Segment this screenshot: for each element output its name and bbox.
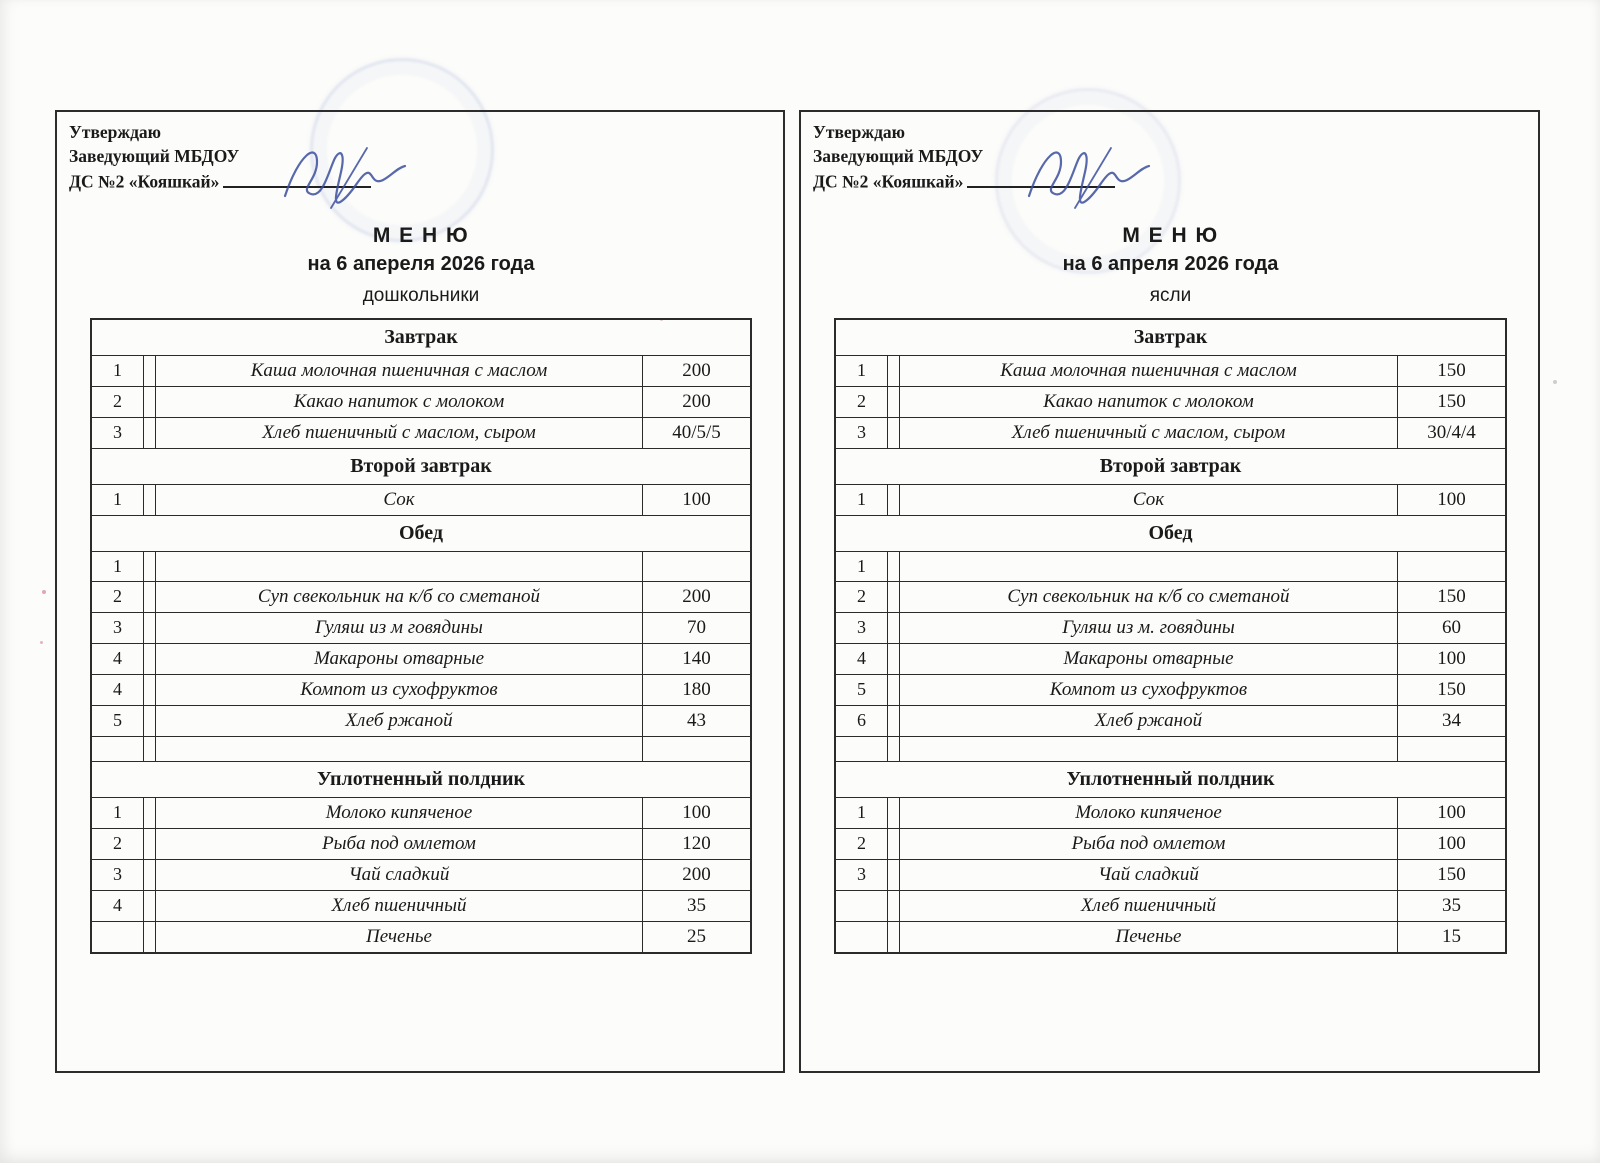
menu-item-row bbox=[92, 891, 750, 922]
row-gap bbox=[144, 644, 156, 674]
menu-item-row bbox=[836, 356, 1505, 387]
row-gap bbox=[888, 644, 900, 674]
menu-section-row: Завтрак bbox=[92, 320, 750, 356]
row-num: 2 bbox=[92, 829, 144, 859]
row-num: 1 bbox=[836, 552, 888, 581]
row-dish: Гуляш из м говядины bbox=[156, 613, 643, 643]
row-amount: 200 bbox=[682, 359, 711, 381]
row-amount: 150 bbox=[1437, 863, 1466, 885]
row-num: 3 bbox=[836, 613, 888, 643]
menu-item-row bbox=[836, 860, 1505, 891]
menu-item-row bbox=[836, 582, 1505, 613]
row-amount: 150 bbox=[1437, 678, 1466, 700]
menu-item-row bbox=[92, 582, 750, 613]
row-gap bbox=[144, 418, 156, 448]
menu-item-row bbox=[836, 706, 1505, 737]
row-amount: 100 bbox=[1437, 801, 1466, 823]
row-dish: Чай сладкий bbox=[900, 860, 1398, 890]
signature-line bbox=[223, 168, 371, 188]
row-amount: 180 bbox=[682, 678, 711, 700]
menu-item-row bbox=[836, 387, 1505, 418]
menu-title: М Е Н Ю bbox=[372, 223, 470, 247]
row-amount: 200 bbox=[682, 863, 711, 885]
row-num: 5 bbox=[92, 706, 144, 736]
row-num: 4 bbox=[836, 644, 888, 674]
menu-item-row bbox=[836, 737, 1505, 762]
row-num bbox=[836, 737, 888, 761]
approval-block bbox=[813, 120, 1528, 194]
menu-section-row: Уплотненный полдник bbox=[92, 762, 750, 798]
menu-item-row bbox=[92, 613, 750, 644]
row-dish bbox=[156, 552, 643, 581]
row-amount: 150 bbox=[1437, 585, 1466, 607]
menu-item-row bbox=[836, 798, 1505, 829]
row-dish: Чай сладкий bbox=[156, 860, 643, 890]
menu-group: ясли bbox=[1149, 284, 1192, 306]
row-amount: 100 bbox=[1437, 647, 1466, 669]
row-amount: 43 bbox=[687, 709, 706, 731]
row-gap bbox=[888, 418, 900, 448]
row-dish: Гуляш из м. говядины bbox=[900, 613, 1398, 643]
row-dish: Молоко кипяченое bbox=[156, 798, 643, 828]
menu-item-row bbox=[836, 485, 1505, 516]
row-gap bbox=[888, 387, 900, 417]
row-num: 1 bbox=[92, 552, 144, 581]
menu-page-nursery bbox=[799, 110, 1540, 1073]
row-num: 2 bbox=[92, 582, 144, 612]
row-num bbox=[92, 737, 144, 761]
row-dish bbox=[156, 737, 643, 761]
menu-section-row: Завтрак bbox=[836, 320, 1505, 356]
row-dish: Рыба под омлетом bbox=[900, 829, 1398, 859]
menu-item-row bbox=[92, 356, 750, 387]
menu-item-row bbox=[92, 387, 750, 418]
menu-item-row bbox=[92, 829, 750, 860]
row-amount: 35 bbox=[687, 894, 706, 916]
row-amount: 200 bbox=[682, 390, 711, 412]
row-gap bbox=[144, 582, 156, 612]
row-gap bbox=[888, 922, 900, 952]
row-num: 1 bbox=[92, 485, 144, 515]
menu-section-row: Обед bbox=[92, 516, 750, 552]
row-num: 4 bbox=[92, 675, 144, 705]
row-gap bbox=[144, 891, 156, 921]
row-dish: Рыба под омлетом bbox=[156, 829, 643, 859]
row-num: 1 bbox=[836, 485, 888, 515]
row-amount bbox=[1398, 552, 1505, 581]
row-dish: Компот из сухофруктов bbox=[156, 675, 643, 705]
row-gap bbox=[144, 737, 156, 761]
menu-item-row bbox=[92, 485, 750, 516]
row-gap bbox=[888, 798, 900, 828]
row-amount: 150 bbox=[1437, 359, 1466, 381]
row-amount bbox=[643, 552, 750, 581]
row-amount: 140 bbox=[682, 647, 711, 669]
row-gap bbox=[144, 387, 156, 417]
menu-page-preschool bbox=[55, 110, 785, 1073]
row-amount: 15 bbox=[1442, 925, 1461, 947]
row-dish: Компот из сухофруктов bbox=[900, 675, 1398, 705]
row-num: 6 bbox=[836, 706, 888, 736]
row-dish: Молоко кипяченое bbox=[900, 798, 1398, 828]
approval-line: Заведующий МБДОУ bbox=[69, 146, 240, 166]
row-gap bbox=[144, 798, 156, 828]
menu-item-row bbox=[92, 644, 750, 675]
row-gap bbox=[888, 356, 900, 386]
menu-item-row bbox=[836, 644, 1505, 675]
row-gap bbox=[888, 829, 900, 859]
row-amount: 30/4/4 bbox=[1427, 421, 1476, 443]
row-dish: Каша молочная пшеничная с маслом bbox=[156, 356, 643, 386]
row-gap bbox=[144, 922, 156, 952]
row-amount: 100 bbox=[682, 801, 711, 823]
menu-item-row bbox=[836, 829, 1505, 860]
menu-item-row bbox=[92, 798, 750, 829]
row-amount: 60 bbox=[1442, 616, 1461, 638]
row-amount: 40/5/5 bbox=[672, 421, 721, 443]
row-dish: Печенье bbox=[900, 922, 1398, 952]
row-gap bbox=[888, 675, 900, 705]
row-gap bbox=[144, 675, 156, 705]
org-name: ДС №2 «Кояшкай» bbox=[813, 171, 964, 192]
row-dish: Хлеб пшеничный с маслом, сыром bbox=[900, 418, 1398, 448]
row-num: 2 bbox=[836, 387, 888, 417]
menu-item-row bbox=[92, 552, 750, 582]
row-num: 2 bbox=[92, 387, 144, 417]
row-gap bbox=[144, 485, 156, 515]
row-gap bbox=[144, 552, 156, 581]
menu-section-row: Второй завтрак bbox=[836, 449, 1505, 485]
row-amount bbox=[1398, 737, 1505, 761]
row-dish: Печенье bbox=[156, 922, 643, 952]
menu-item-row bbox=[836, 613, 1505, 644]
menu-table-preschool bbox=[90, 318, 752, 954]
approval-block bbox=[69, 120, 773, 194]
org-name: ДС №2 «Кояшкай» bbox=[69, 171, 220, 192]
row-dish: Хлеб ржаной bbox=[156, 706, 643, 736]
row-dish bbox=[900, 552, 1398, 581]
row-gap bbox=[888, 706, 900, 736]
row-num: 3 bbox=[92, 860, 144, 890]
row-gap bbox=[144, 706, 156, 736]
row-num: 2 bbox=[836, 582, 888, 612]
row-amount: 35 bbox=[1442, 894, 1461, 916]
row-amount bbox=[643, 737, 750, 761]
row-gap bbox=[888, 737, 900, 761]
row-num: 3 bbox=[92, 418, 144, 448]
row-num: 3 bbox=[836, 860, 888, 890]
row-dish bbox=[900, 737, 1398, 761]
row-num: 5 bbox=[836, 675, 888, 705]
approval-line: Утверждаю bbox=[813, 122, 906, 142]
menu-title: М Е Н Ю bbox=[1122, 223, 1219, 247]
row-dish: Какао напиток с молоком bbox=[900, 387, 1398, 417]
menu-section-row: Обед bbox=[836, 516, 1505, 552]
row-gap bbox=[888, 582, 900, 612]
row-dish: Сок bbox=[900, 485, 1398, 515]
row-num: 1 bbox=[92, 356, 144, 386]
menu-item-row bbox=[836, 552, 1505, 582]
row-gap bbox=[144, 613, 156, 643]
row-num: 4 bbox=[92, 644, 144, 674]
menu-item-row bbox=[92, 922, 750, 952]
row-amount: 100 bbox=[682, 488, 711, 510]
approval-line bbox=[69, 168, 773, 194]
row-dish: Какао напиток с молоком bbox=[156, 387, 643, 417]
menu-item-row bbox=[92, 675, 750, 706]
menu-item-row bbox=[92, 418, 750, 449]
row-amount: 200 bbox=[682, 585, 711, 607]
row-num: 2 bbox=[836, 829, 888, 859]
row-amount: 34 bbox=[1442, 709, 1461, 731]
row-gap bbox=[888, 860, 900, 890]
row-dish: Макароны отварные bbox=[156, 644, 643, 674]
row-num: 3 bbox=[92, 613, 144, 643]
row-num: 1 bbox=[836, 356, 888, 386]
menu-item-row bbox=[92, 737, 750, 762]
menu-item-row bbox=[92, 860, 750, 891]
row-amount: 100 bbox=[1437, 832, 1466, 854]
row-num bbox=[92, 922, 144, 952]
row-dish: Хлеб пшеничный с маслом, сыром bbox=[156, 418, 643, 448]
menu-item-row bbox=[836, 922, 1505, 952]
row-amount: 100 bbox=[1437, 488, 1466, 510]
row-gap bbox=[888, 485, 900, 515]
row-gap bbox=[144, 860, 156, 890]
approval-line bbox=[813, 168, 1528, 194]
row-dish: Хлеб пшеничный bbox=[156, 891, 643, 921]
row-num bbox=[836, 891, 888, 921]
menu-date: на 6 апреля 2026 года bbox=[1062, 252, 1279, 275]
row-dish: Суп свекольник на к/б со сметаной bbox=[900, 582, 1398, 612]
signature-line bbox=[967, 168, 1115, 188]
row-amount: 150 bbox=[1437, 390, 1466, 412]
row-amount: 120 bbox=[682, 832, 711, 854]
title-block bbox=[69, 224, 773, 307]
menu-date: на 6 апереля 2026 года bbox=[307, 252, 535, 275]
row-gap bbox=[144, 356, 156, 386]
row-gap bbox=[888, 613, 900, 643]
row-num: 1 bbox=[836, 798, 888, 828]
menu-item-row bbox=[836, 675, 1505, 706]
row-gap bbox=[144, 829, 156, 859]
row-dish: Каша молочная пшеничная с маслом bbox=[900, 356, 1398, 386]
row-dish: Макароны отварные bbox=[900, 644, 1398, 674]
menu-item-row bbox=[836, 891, 1505, 922]
menu-table-nursery bbox=[834, 318, 1507, 954]
row-dish: Сок bbox=[156, 485, 643, 515]
row-amount: 70 bbox=[687, 616, 706, 638]
row-dish: Хлеб пшеничный bbox=[900, 891, 1398, 921]
approval-line: Заведующий МБДОУ bbox=[813, 146, 984, 166]
row-num bbox=[836, 922, 888, 952]
row-amount: 25 bbox=[687, 925, 706, 947]
row-num: 1 bbox=[92, 798, 144, 828]
row-num: 3 bbox=[836, 418, 888, 448]
row-gap bbox=[888, 891, 900, 921]
scan-speck bbox=[40, 641, 43, 644]
row-gap bbox=[888, 552, 900, 581]
menu-group: дошкольники bbox=[362, 284, 480, 306]
row-dish: Хлеб ржаной bbox=[900, 706, 1398, 736]
scan-speck bbox=[42, 590, 46, 594]
approval-line: Утверждаю bbox=[69, 122, 162, 142]
title-block bbox=[813, 224, 1528, 307]
scan-speck bbox=[1553, 380, 1557, 384]
menu-section-row: Уплотненный полдник bbox=[836, 762, 1505, 798]
row-dish: Суп свекольник на к/б со сметаной bbox=[156, 582, 643, 612]
menu-section-row: Второй завтрак bbox=[92, 449, 750, 485]
row-num: 4 bbox=[92, 891, 144, 921]
menu-item-row bbox=[92, 706, 750, 737]
menu-item-row bbox=[836, 418, 1505, 449]
